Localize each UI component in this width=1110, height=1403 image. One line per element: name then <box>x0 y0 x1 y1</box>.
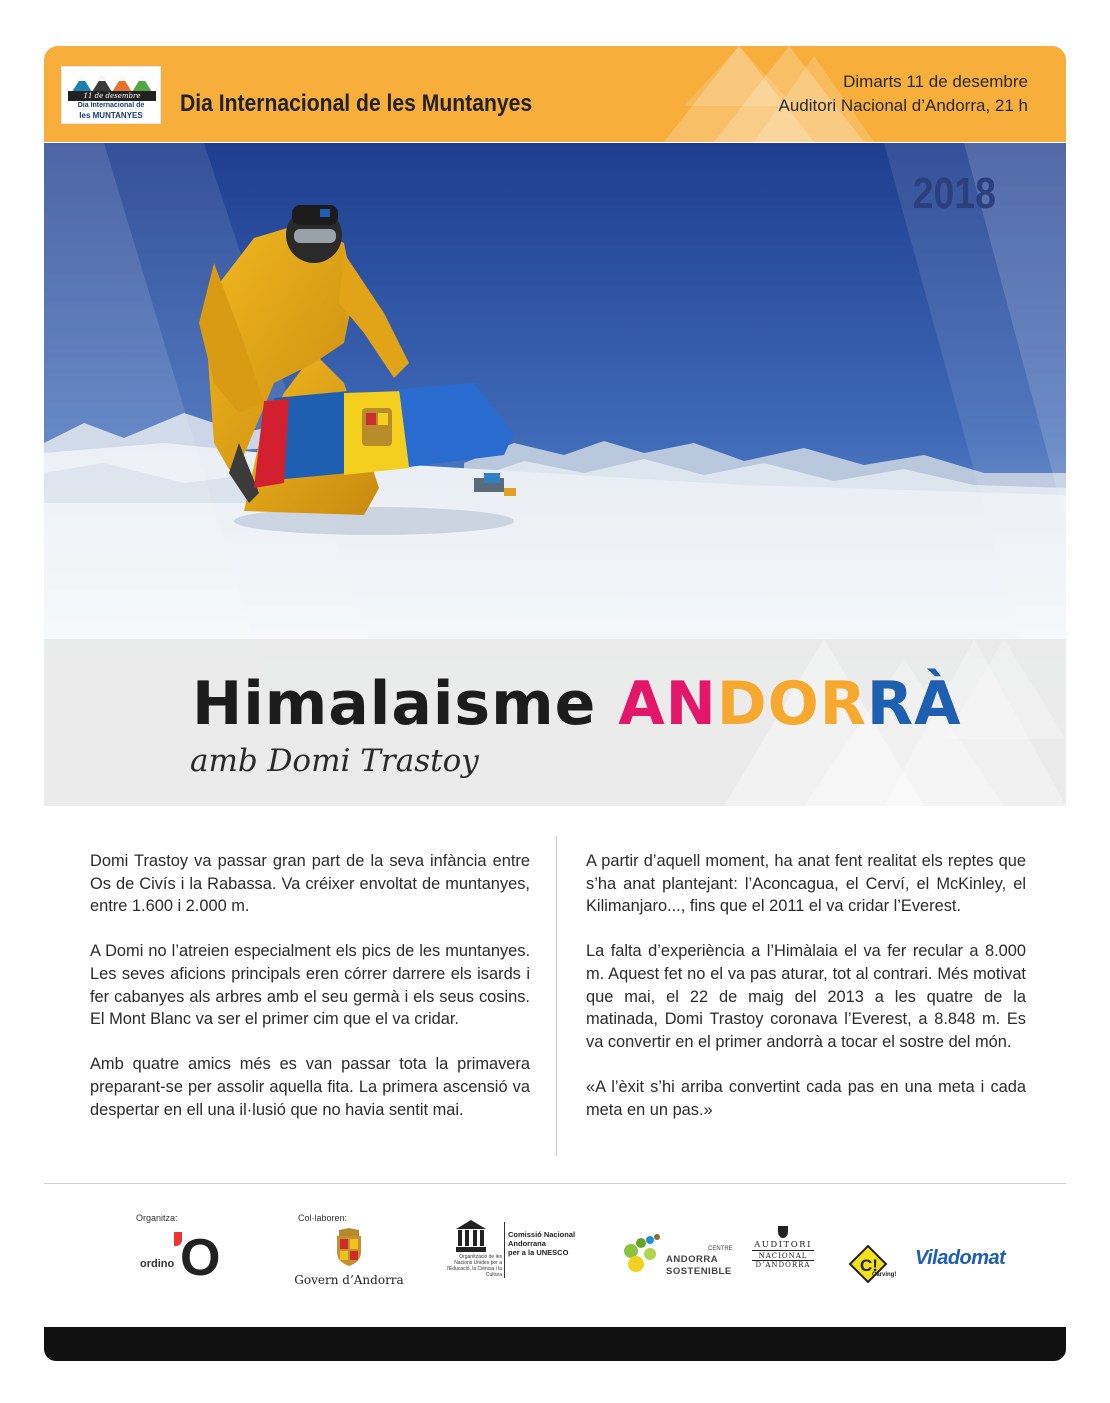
title-letter: O <box>767 669 820 739</box>
year: 2018 <box>912 169 996 218</box>
footer-bar <box>44 1327 1066 1361</box>
unesco-temple-icon <box>456 1220 486 1252</box>
main-title-prefix: Himalaisme <box>192 669 597 739</box>
mountains-icon <box>72 72 152 92</box>
body-paragraph: A partir d’aquell moment, ha anat fent realitat els reptes que s’ha anat plantejant: l’Aconcagua, el Cerví, el McKinley, el Kilimanjaro..., fins que el 2011 el va cridar l’Everest. <box>586 852 1026 916</box>
right-column <box>586 850 1026 1144</box>
sostenible-line1: ANDORRA <box>666 1254 719 1265</box>
unesco-commission <box>508 1230 614 1257</box>
body-paragraph: La falta d’experiència a l’Himàlaia el va fer recular a 8.000 m. Aquest fet no el va pas aturar, tot al contrari. Més motivat que mai, el 22 de maig del 2013 a les quatre de la matinada, Domi Trastoy coronava l’Everest, a 8.848 m. Es va convertir en el primer andorrà a tocar el sostre del món. <box>586 942 1026 1051</box>
yellow-dot-icon <box>628 1256 644 1272</box>
title-letter: N <box>665 669 717 739</box>
brown-dot-icon <box>654 1234 660 1240</box>
logo-date: 11 de desembre <box>68 91 156 101</box>
unesco-logo <box>442 1220 614 1282</box>
section-divider <box>44 1183 1066 1184</box>
ordino-big-text: O <box>180 1229 221 1287</box>
viladomat-logo: Viladomat <box>915 1247 1006 1269</box>
auditori-mark-icon <box>778 1226 788 1238</box>
govern-andorra-logo <box>294 1228 404 1287</box>
auditori-line1: AUDITORI <box>752 1240 814 1251</box>
mountains-day-logo <box>61 66 161 124</box>
auditori-nacional-logo <box>752 1226 814 1269</box>
organiza-label: Organitza: <box>136 1213 178 1223</box>
svg-text:C!: C! <box>860 1256 878 1275</box>
column-divider <box>556 836 557 1156</box>
andorra-sostenible-logo <box>624 1234 740 1280</box>
unesco-commission-line2: per a la UNESCO <box>508 1248 569 1257</box>
logo-line-2: les MUNTANYES <box>79 111 143 120</box>
sostenible-centre: CENTRE <box>708 1246 733 1252</box>
auditori-line2: NACIONAL <box>758 1252 808 1260</box>
title-letter: R <box>866 669 915 739</box>
title-letter: D <box>716 669 768 739</box>
title-letter: A <box>618 669 666 739</box>
subtitle: amb Domi Trastoy <box>190 743 479 779</box>
event-venue: Auditori Nacional d’Andorra, 21 h <box>778 96 1028 115</box>
unesco-divider <box>504 1222 505 1278</box>
carving-label: Carving! <box>872 1272 897 1278</box>
collaboren-label: Col·laboren: <box>298 1213 348 1223</box>
title-letter: R <box>819 669 867 739</box>
lime-dot-icon <box>644 1248 656 1260</box>
govern-name: Govern d’Andorra <box>294 1273 404 1287</box>
event-date: Dimarts 11 de desembre <box>843 72 1028 91</box>
logo-line-1: Dia Internacional de <box>77 102 145 109</box>
body-paragraph: Domi Trastoy va passar gran part de la seva infància entre Os de Civís i la Rabassa. Va créixer envoltat de muntanyes, entre 1.600 i 2.000 m. <box>90 852 530 916</box>
carving-icon <box>848 1244 900 1284</box>
main-title-andorra <box>618 669 961 739</box>
blue-dot-icon <box>646 1236 654 1244</box>
main-title <box>192 669 962 739</box>
title-letter: À <box>914 669 962 739</box>
event-info <box>779 70 1028 118</box>
carving-logo <box>848 1244 900 1284</box>
hero-photo <box>44 143 1066 806</box>
body-paragraph: Amb quatre amics més es van passar tota la primavera preparant-se per assolir aquella fita. La primera ascensió va despertar en ell una il·lusió que no havia sentit mai. <box>90 1055 530 1119</box>
auditori-line3: D’ANDORRA <box>752 1260 814 1269</box>
coat-of-arms-icon <box>333 1228 365 1266</box>
event-title: Dia Internacional de les Muntanyes <box>180 90 533 117</box>
green-dot-icon <box>636 1238 646 1248</box>
body-paragraph: «A l’èxit s’hi arriba convertint cada pas en una meta i cada meta en un pas.» <box>586 1077 1026 1119</box>
unesco-commission-line1: Comissió Nacional Andorrana <box>508 1230 576 1248</box>
header-bar <box>44 46 1066 142</box>
ordino-small-text: ordino <box>140 1258 175 1270</box>
body-paragraph: A Domi no l’atreien especialment els pics de les muntanyes. Les seves aficions principals eren córrer darrere els isards i fer cabanyes als arbres amb el seu germà i els seus cosins. El Mont Blanc va ser el primer cim que el va cridar. <box>90 942 530 1029</box>
sostenible-line2: SOSTENIBLE <box>666 1266 732 1277</box>
left-column <box>90 850 530 1144</box>
unesco-names: Organització de les Nacions Unides per a l’Educació, la Ciència i la Cultura <box>446 1254 502 1278</box>
